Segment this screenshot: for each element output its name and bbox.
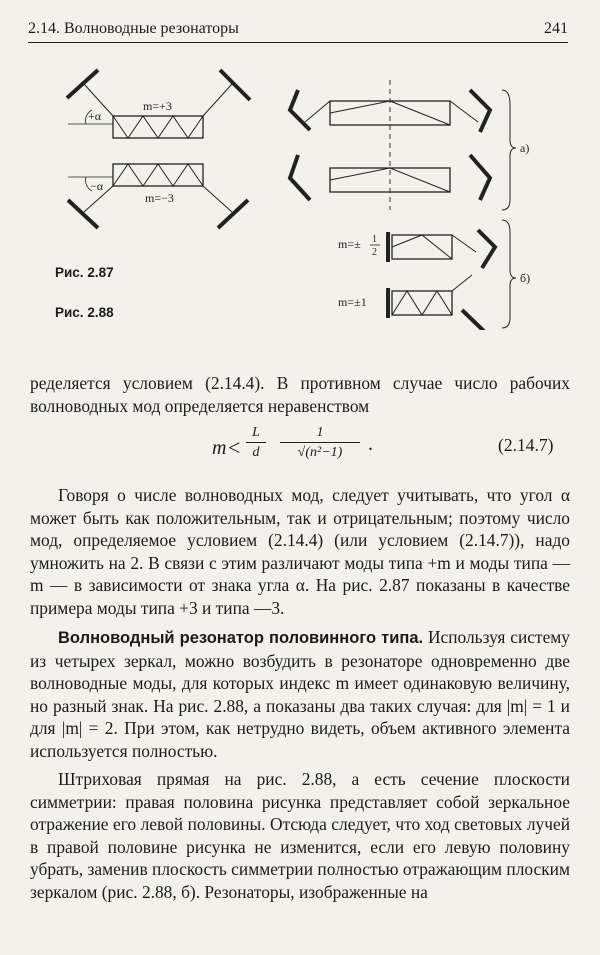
mirror-bottom-right — [218, 200, 248, 228]
ray-zigzag-top — [113, 116, 203, 138]
paragraph-1: ределяется условием (2.14.4). В противном случае число рабочих волноводных мод определяется неравенством — [30, 373, 570, 416]
ray-right-top — [203, 84, 232, 116]
active-element-b2 — [392, 291, 452, 315]
label-b: б) — [520, 271, 531, 285]
figure-2-87-2-88 — [0, 60, 600, 330]
running-header — [28, 18, 568, 43]
label-plus-alpha: +α — [88, 109, 102, 123]
mirror-a2-left — [290, 155, 310, 200]
paragraph-2: Говоря о числе волноводных мод, следует учитывать, что угол α может быть как положительным, так и отрицательным; поэтому число мод, определяемое условием (2.14.4) (или условием (2.14.7)), надо умножить на 2. В связи с этим различают моды типа +m и моды типа —m — в зависимости от знака угла α. На рис. 2.87 показаны в качестве примера моды типа +3 и типа —3. — [30, 485, 570, 618]
mirror-a1-right — [470, 90, 490, 132]
caption-2-88: Рис. 2.88 — [55, 305, 114, 320]
label-bottom-mode: m=−3 — [145, 191, 174, 205]
active-element-b1 — [392, 235, 452, 259]
ray-a1-l — [305, 101, 330, 122]
label-minus-alpha: −α — [90, 179, 104, 193]
paragraph-3-body: Используя систему из четырех зеркал, можно возбудить в резонаторе одновременно две волноводные моды, для которых индекс m имеет одинаковую величину, но разный знак. На рис. 2.88, а показаны два таких случая: для |m| = 1 и для |m| = 2. При этом, как нетрудно видеть, объем активного элемента используется полностью. — [30, 627, 570, 761]
formula-fraction-1 — [246, 425, 266, 461]
ray-b2 — [392, 291, 452, 315]
label-half-mode: m=± — [338, 237, 361, 251]
page-number: 241 — [544, 20, 568, 37]
ray-b2-r — [452, 275, 472, 291]
formula-2-14-7 — [0, 425, 600, 475]
active-element-top — [113, 116, 203, 138]
fraction-2-denominator: √(n²−1) — [297, 445, 343, 460]
label-top-mode: m=+3 — [143, 99, 172, 113]
mirror-top-right — [220, 70, 250, 100]
ray-b1 — [392, 235, 452, 259]
formula-relation: < — [228, 435, 241, 460]
section-title: 2.14. Волноводные резонаторы — [28, 20, 239, 37]
brace-a — [502, 90, 516, 210]
ray-a1-r — [450, 101, 478, 122]
figure-2-88b — [388, 220, 516, 330]
caption-2-87: Рис. 2.87 — [55, 265, 114, 280]
paragraph-3-heading: Волноводный резонатор половинного типа. — [58, 629, 424, 647]
label-half-den: 2 — [372, 247, 377, 258]
figure-2-88a — [290, 80, 516, 210]
brace-b — [502, 220, 516, 328]
formula-number: (2.14.7) — [498, 435, 554, 455]
label-a: а) — [520, 141, 530, 155]
mirror-a1-left — [290, 90, 310, 130]
formula-fraction-2 — [280, 425, 360, 461]
ray-right-bottom — [203, 186, 232, 212]
ray-zigzag-bottom — [113, 164, 203, 186]
ray-b1-r — [452, 235, 476, 252]
fraction-2-numerator: 1 — [280, 425, 360, 443]
mirror-a2-right — [470, 155, 490, 200]
fraction-1-denominator: d — [252, 445, 260, 460]
active-element-bottom — [113, 164, 203, 186]
label-one-mode: m=±1 — [338, 295, 367, 309]
formula-end: . — [368, 433, 373, 455]
mirror-b1-right — [478, 230, 495, 268]
active-element-a1 — [330, 101, 450, 125]
ray-a1 — [330, 101, 450, 125]
formula-lhs: m — [212, 437, 227, 459]
mirror-b2-right — [462, 310, 488, 330]
paragraph-3 — [30, 626, 570, 763]
paragraph-4: Штриховая прямая на рис. 2.88, а есть сечение плоскости симметрии: правая половина рисунка представляет собой зеркальное отражение его левой половины. Отсюда следует, что ход световых лучей в правой половине рисунка не изменится, если его левую половину убрать, заменив плоскость симметрии полностью отражающим плоским зеркалом (рис. 2.88, б). Резонаторы, изображенные на — [30, 769, 570, 902]
label-half-num: 1 — [372, 234, 377, 245]
fraction-1-numerator: L — [246, 425, 266, 443]
mirror-bottom-left — [68, 200, 98, 228]
